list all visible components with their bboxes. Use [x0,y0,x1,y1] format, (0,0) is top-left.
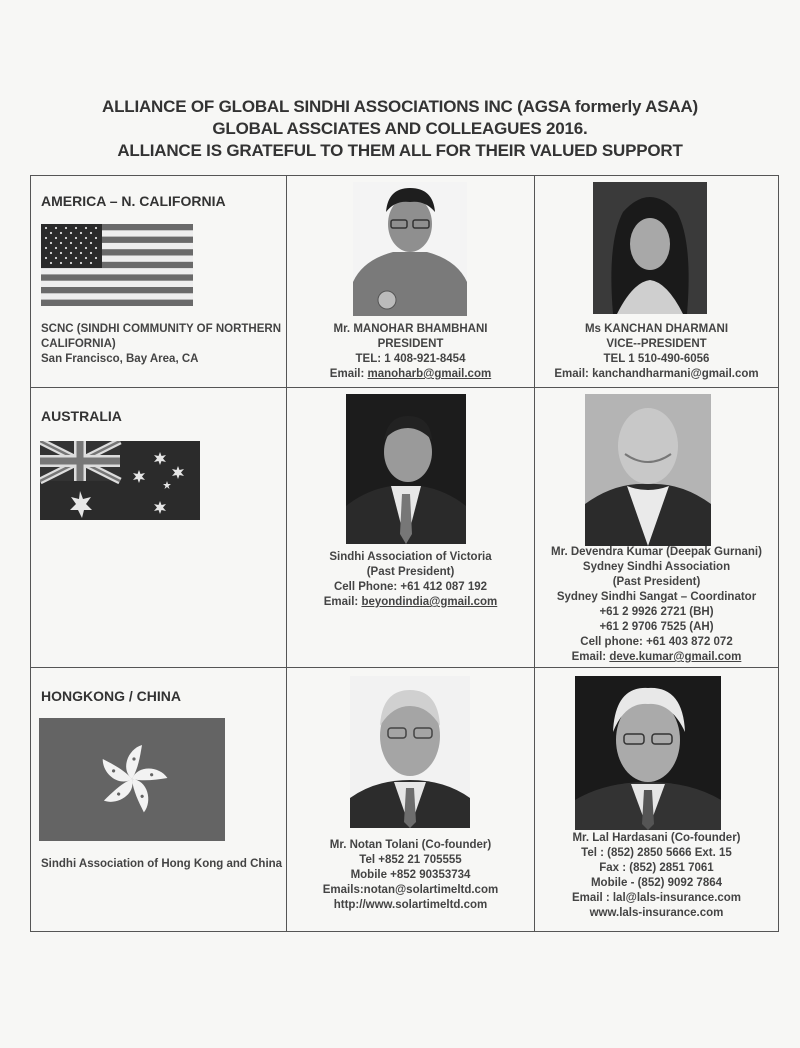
table-row-hongkong [31,668,779,932]
person-organization: Sindhi Association of Victoria [329,551,492,563]
person-email[interactable]: Email : lal@lals-insurance.com [571,892,742,904]
usa-flag-icon [41,224,193,306]
person-mobile: Mobile - (852) 9092 7864 [590,877,723,889]
person-title: PRESIDENT [377,338,444,350]
email-label: Email: [329,368,368,380]
contact-info [535,545,778,665]
org-name-line: CALIFORNIA) [41,338,116,350]
person-title: VICE--PRESIDENT [606,338,707,350]
region-cell-america [31,176,287,388]
person-website[interactable]: www.lals-insurance.com [589,907,724,919]
person-name: Mr. Lal Hardasani (Co-founder) [572,832,741,844]
person-phone: Cell Phone: +61 412 087 192 [333,581,488,593]
person-cell [287,176,535,388]
person-email-line [535,367,778,382]
person-organization: Sydney Sindhi Association [582,561,731,573]
org-name-line: SCNC (SINDHI COMMUNITY OF NORTHERN [41,323,282,335]
person-cell [535,388,779,668]
portrait-victoria-past-president [346,394,466,544]
person-email-line [535,650,778,665]
person-name: Mr. MANOHAR BHAMBHANI [333,323,488,335]
contact-info [287,322,534,382]
person-phone-ah: +61 2 9706 7525 (AH) [599,621,714,633]
contact-info [535,831,778,921]
region-title: AMERICA – N. CALIFORNIA [41,193,226,209]
person-email-line [287,595,534,610]
person-cell [287,668,535,932]
person-name: Mr. Devendra Kumar (Deepak Gurnani) [551,546,762,558]
email-label: Email: [571,651,610,663]
person-phone: TEL: 1 408-921-8454 [355,353,466,365]
contact-info [287,838,534,913]
email-link[interactable]: deve.kumar@gmail.com [609,651,742,663]
person-role: Sydney Sindhi Sangat – Coordinator [556,591,757,603]
person-name: Ms KANCHAN DHARMANI [584,323,729,335]
person-cell [287,388,535,668]
region-title: AUSTRALIA [41,408,122,424]
person-title: (Past President) [612,576,701,588]
portrait-lal-hardasani [575,676,721,830]
region-title: HONGKONG / CHINA [41,688,181,704]
org-location: San Francisco, Bay Area, CA [41,353,199,365]
header-title: ALLIANCE OF GLOBAL SINDHI ASSOCIATIONS INC (AGSA formerly ASAA) [102,97,698,116]
person-phone-bh: +61 2 9926 2721 (BH) [599,606,714,618]
person-email-line [287,367,534,382]
portrait-manohar-bhambhani [353,182,467,316]
associates-table [30,175,779,932]
person-title: (Past President) [366,566,455,578]
person-cell-phone: Cell phone: +61 403 872 072 [580,636,733,648]
person-phone: TEL 1 510-490-6056 [603,353,710,365]
person-cell [535,668,779,932]
org-name-line: Sindhi Association of Hong Kong and China [41,858,283,870]
person-name: Mr. Notan Tolani (Co-founder) [329,839,492,851]
page-header [0,96,800,162]
portrait-notan-tolani [350,676,470,828]
person-phone: Tel +852 21 705555 [359,854,462,866]
organization-info [41,857,282,872]
contact-info [287,550,534,610]
email-link[interactable]: kanchandharmani@gmail.com [592,368,759,380]
region-cell-australia [31,388,287,668]
australia-flag-icon [40,441,200,520]
person-phone: Tel : (852) 2850 5666 Ext. 15 [581,847,732,859]
person-fax: Fax : (852) 2851 7061 [599,862,714,874]
email-label: Email: [323,596,362,608]
email-link[interactable]: beyondindia@gmail.com [361,596,498,608]
person-mobile: Mobile +852 90353734 [350,869,471,881]
header-thanks: ALLIANCE IS GRATEFUL TO THEM ALL FOR THEIR VALUED SUPPORT [117,141,683,160]
portrait-devendra-kumar [585,394,711,546]
region-cell-hongkong [31,668,287,932]
table-row-australia [31,388,779,668]
person-cell [535,176,779,388]
email-link[interactable]: manoharb@gmail.com [367,368,492,380]
hongkong-flag-icon [39,718,225,841]
header-subtitle: GLOBAL ASSCIATES AND COLLEAGUES 2016. [212,119,588,138]
organization-info [41,322,281,367]
contact-info [535,322,778,382]
table-row-america [31,176,779,388]
person-email[interactable]: Emails:notan@solartimeltd.com [322,884,499,896]
portrait-kanchan-dharmani [593,182,707,314]
email-label: Email: [554,368,593,380]
person-website[interactable]: http://www.solartimeltd.com [333,899,488,911]
